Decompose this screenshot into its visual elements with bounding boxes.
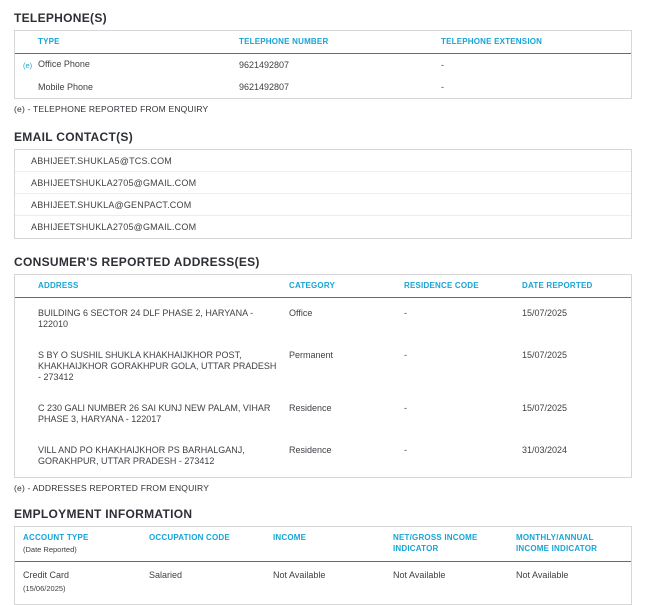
telephone-extension: - bbox=[441, 59, 444, 70]
address-text: BUILDING 6 SECTOR 24 DLF PHASE 2, HARYANA - 122010 bbox=[38, 308, 254, 329]
telephone-row bbox=[15, 54, 631, 76]
telephones-enquiry-note: (e) - TELEPHONE REPORTED FROM ENQUIRY bbox=[14, 104, 209, 114]
telephone-row bbox=[15, 76, 631, 98]
address-category: Permanent bbox=[289, 350, 334, 360]
emails-title: EMAIL CONTACT(S) bbox=[14, 130, 134, 144]
column-header-date-reported: DATE REPORTED bbox=[522, 281, 593, 290]
telephones-table bbox=[14, 30, 632, 99]
employment-title: EMPLOYMENT INFORMATION bbox=[14, 507, 193, 521]
telephones-table-header bbox=[15, 31, 631, 54]
employment-date-reported: (15/06/2025) bbox=[23, 584, 66, 593]
employment-income: Not Available bbox=[273, 570, 326, 580]
column-header-occupation-code: OCCUPATION CODE bbox=[149, 533, 230, 542]
telephones-section bbox=[14, 12, 632, 114]
address-residence-code: - bbox=[404, 350, 407, 360]
employment-occupation: Salaried bbox=[149, 570, 183, 580]
address-text: VILL AND PO KHAKHAIJKHOR PS BARHALGANJ, GORAKHPUR, UTTAR PRADESH - 273412 bbox=[38, 445, 245, 466]
address-text: C 230 GALI NUMBER 26 SAI KUNJ NEW PALAM, VIHAR PHASE 3, HARYANA - 122017 bbox=[38, 403, 271, 424]
employment-table bbox=[14, 526, 632, 605]
telephone-type: Mobile Phone bbox=[38, 81, 94, 92]
column-header-type: TYPE bbox=[38, 37, 60, 46]
employment-section bbox=[14, 508, 632, 605]
email-item: ABHIJEET.SHUKLA5@TCS.COM bbox=[15, 150, 631, 172]
enquiry-marker: (e) bbox=[23, 60, 33, 70]
address-residence-code: - bbox=[404, 308, 407, 318]
emails-section bbox=[14, 131, 632, 239]
column-header-net-gross-income-indicator: NET/GROSS INCOME INDICATOR bbox=[393, 533, 478, 553]
address-category: Residence bbox=[289, 403, 332, 413]
address-category: Residence bbox=[289, 445, 332, 455]
address-date-reported: 15/07/2025 bbox=[522, 308, 568, 318]
telephones-title: TELEPHONE(S) bbox=[14, 11, 107, 25]
telephone-number: 9621492807 bbox=[239, 59, 290, 70]
employment-net-gross-indicator: Not Available bbox=[393, 570, 446, 580]
addresses-table-header bbox=[15, 275, 631, 298]
employment-account-type: Credit Card bbox=[23, 570, 70, 580]
column-header-category: CATEGORY bbox=[289, 281, 336, 290]
column-header-telephone-extension: TELEPHONE EXTENSION bbox=[441, 37, 543, 46]
address-residence-code: - bbox=[404, 445, 407, 455]
column-header-address: ADDRESS bbox=[38, 281, 79, 290]
emails-list bbox=[14, 149, 632, 239]
address-text: S BY O SUSHIL SHUKLA KHAKHAIJKHOR POST, KHAKHAIJKHOR GORAKHPUR GOLA, UTTAR PRADESH - 273412 bbox=[38, 350, 277, 382]
telephone-number: 9621492807 bbox=[239, 81, 290, 92]
telephone-type: Office Phone bbox=[38, 59, 90, 70]
email-item: ABHIJEETSHUKLA2705@GMAIL.COM bbox=[15, 172, 631, 194]
address-date-reported: 15/07/2025 bbox=[522, 403, 568, 413]
address-date-reported: 15/07/2025 bbox=[522, 350, 568, 360]
address-date-reported: 31/03/2024 bbox=[522, 445, 568, 455]
employment-monthly-annual-indicator: Not Available bbox=[516, 570, 569, 580]
employment-row bbox=[15, 562, 631, 604]
column-subheader-date-reported: (Date Reported) bbox=[23, 544, 77, 554]
employment-table-header bbox=[15, 527, 631, 562]
column-header-telephone-number: TELEPHONE NUMBER bbox=[239, 37, 329, 46]
address-residence-code: - bbox=[404, 403, 407, 413]
addresses-title: CONSUMER'S REPORTED ADDRESS(ES) bbox=[14, 255, 260, 269]
column-header-residence-code: RESIDENCE CODE bbox=[404, 281, 479, 290]
column-header-income: INCOME bbox=[273, 533, 307, 542]
telephone-extension: - bbox=[441, 81, 444, 92]
address-category: Office bbox=[289, 308, 313, 318]
column-header-account-type: ACCOUNT TYPE (Date Reported) bbox=[15, 527, 149, 561]
addresses-table bbox=[14, 274, 632, 478]
addresses-enquiry-note: (e) - ADDRESSES REPORTED FROM ENQUIRY bbox=[14, 483, 210, 493]
address-row bbox=[15, 435, 631, 477]
email-item: ABHIJEETSHUKLA2705@GMAIL.COM bbox=[31, 222, 197, 232]
addresses-section bbox=[14, 256, 632, 493]
address-row bbox=[15, 340, 631, 393]
address-row bbox=[15, 393, 631, 435]
address-row bbox=[15, 298, 631, 340]
column-header-monthly-annual-income-indicator: MONTHLY/ANNUAL INCOME INDICATOR bbox=[516, 533, 598, 553]
email-item: ABHIJEET.SHUKLA@GENPACT.COM bbox=[15, 194, 631, 216]
